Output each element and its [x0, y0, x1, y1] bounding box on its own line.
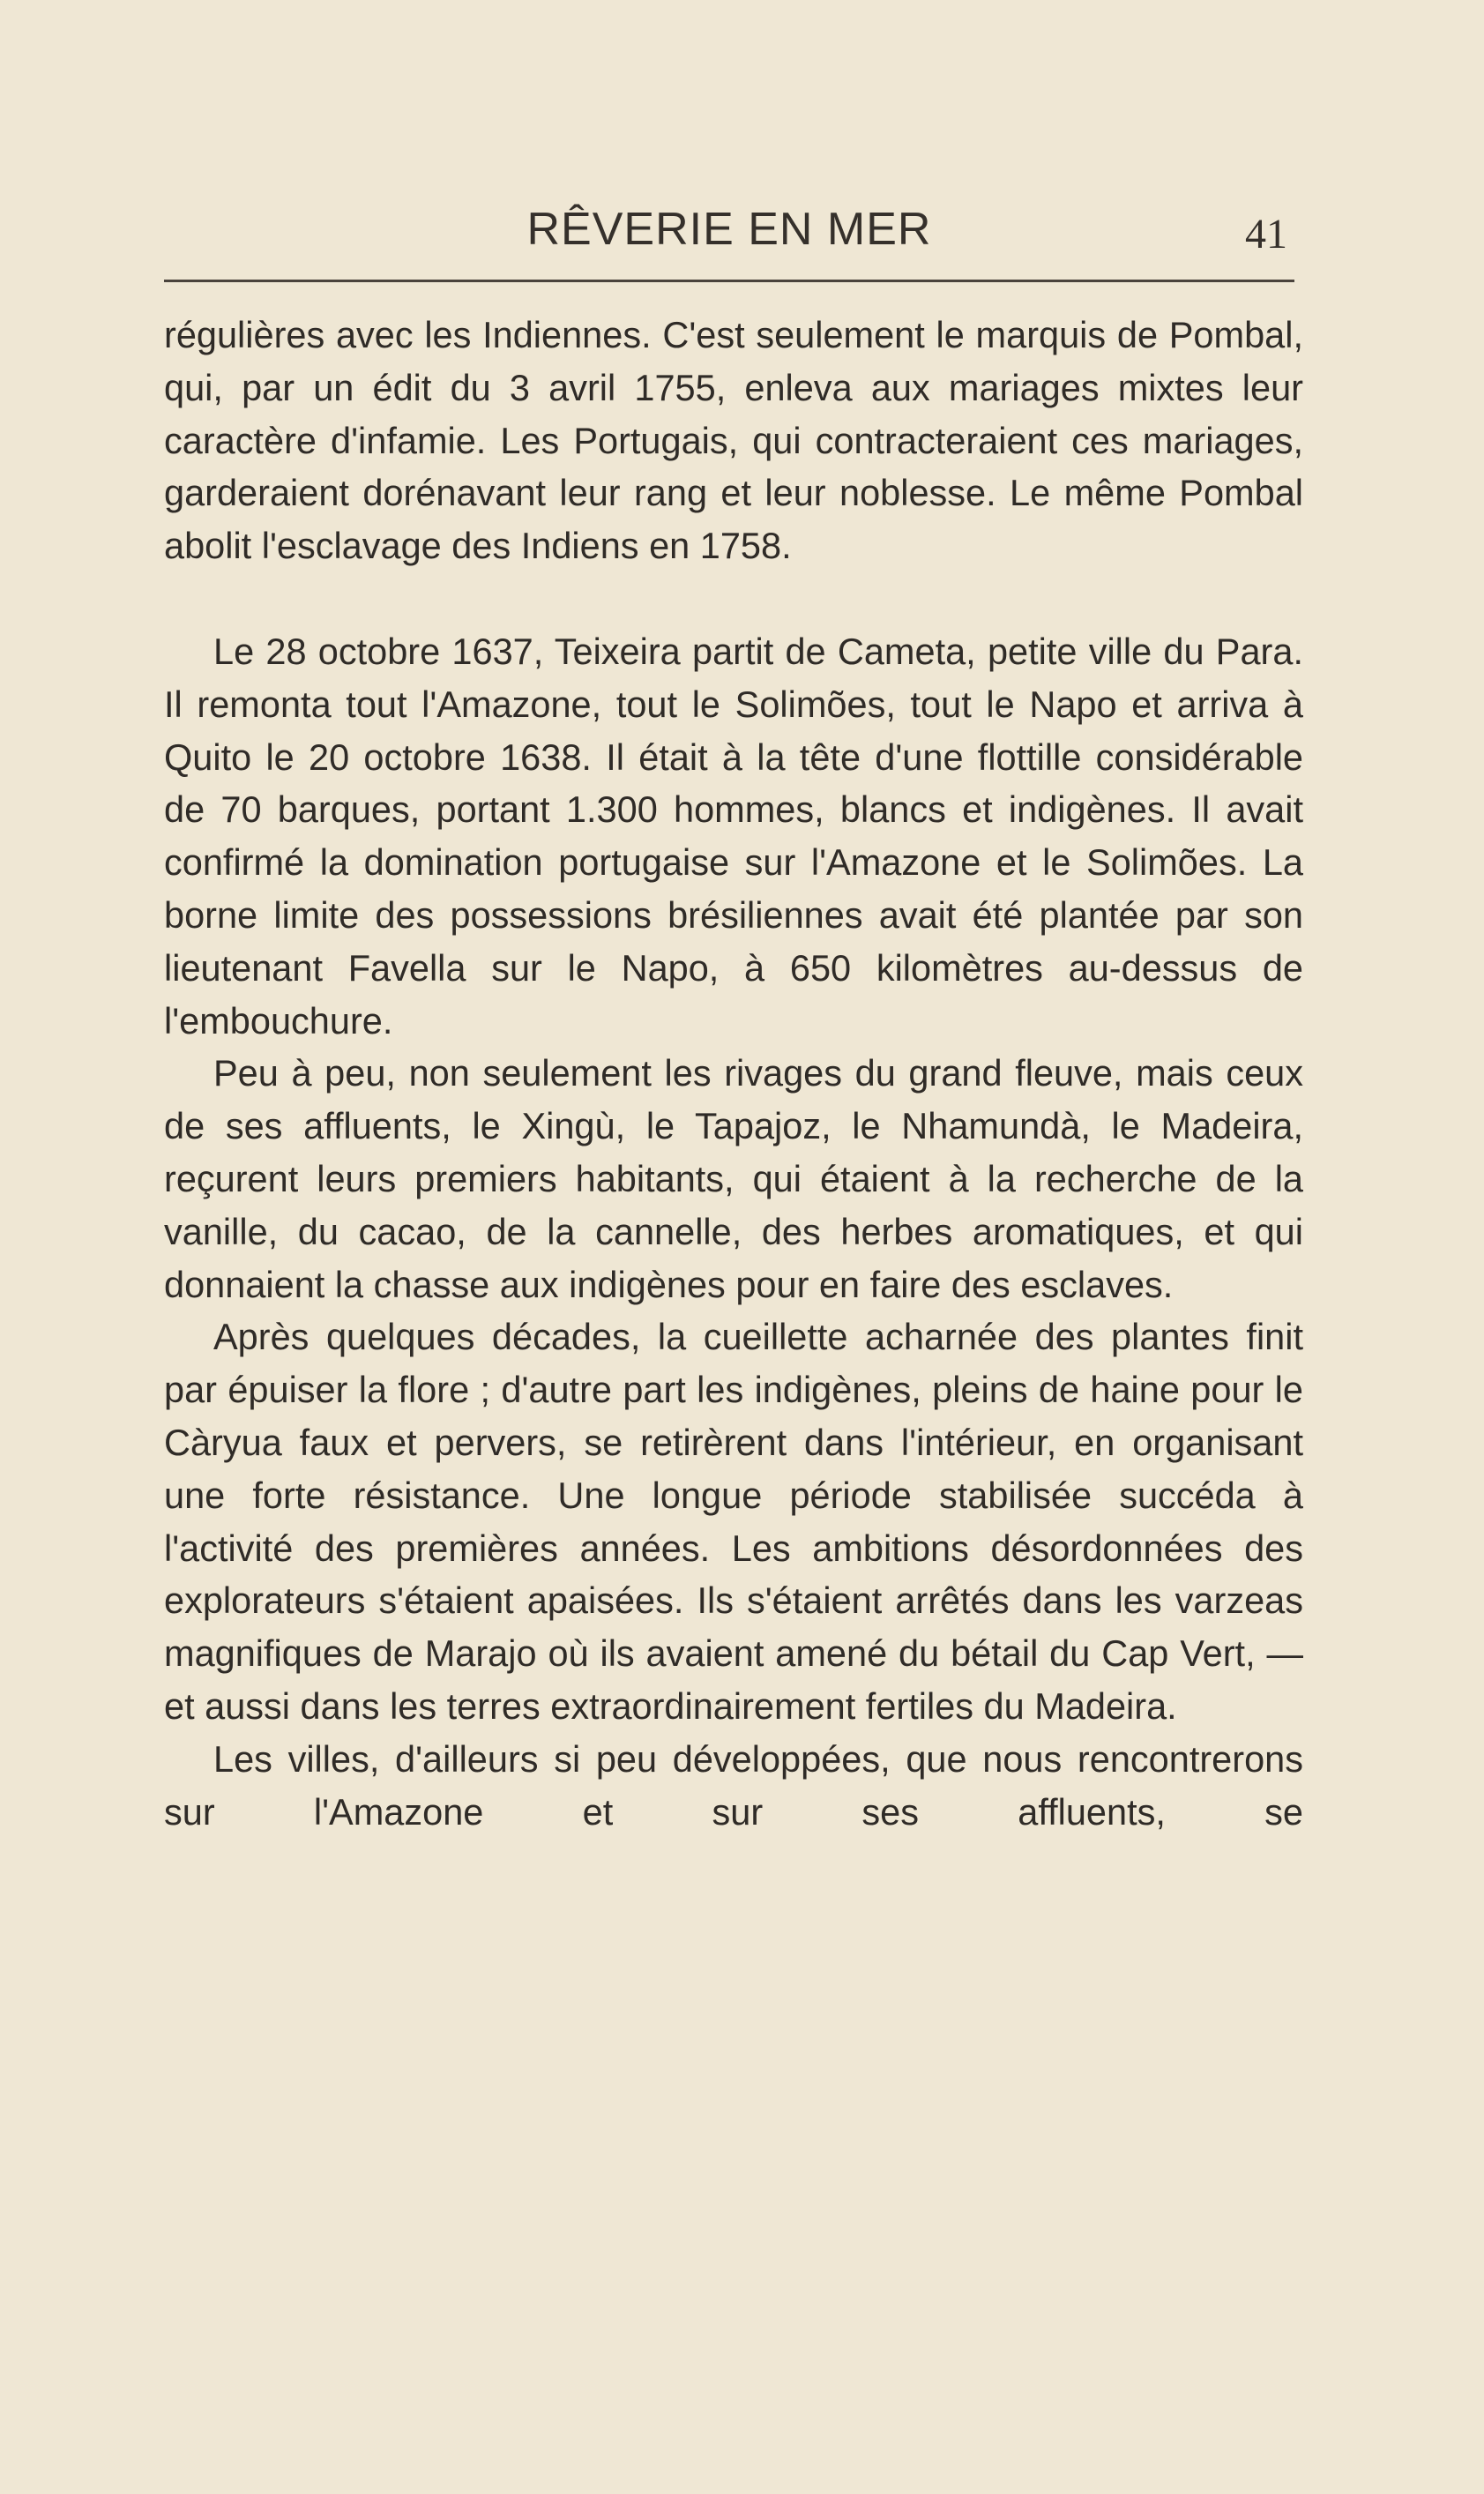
paragraph-gap [164, 572, 1303, 625]
running-title: RÊVERIE EN MER [526, 204, 932, 255]
paragraph-1: régulières avec les Indiennes. C'est seulement le marquis de Pombal, qui, par un édit du 3 avril 1755, enleva aux mariages mixtes leur caractère d'infamie. Les Portugais, qui contracteraient ces mariages, garderaient dorénavant leur rang et leur noblesse. Le même Pombal abolit l'esclavage des Indiens en 1758. [164, 314, 1303, 567]
paragraph-2: Le 28 octobre 1637, Teixeira partit de Cameta, petite ville du Para. Il remonta tout l'Amazone, tout le Solimões, tout le Napo et arriva à Quito le 20 octobre 1638. Il était à la tête d'une flottille considérable de 70 barques, portant 1.300 hommes, blancs et indigènes. Il avait confirmé la domination portugaise sur l'Amazone et le Solimões. La borne limite des possessions brésiliennes avait été plantée par son lieutenant Favella sur le Napo, à 650 kilomètres au-dessus de l'embouchure. [164, 630, 1303, 1042]
paragraph-5: Les villes, d'ailleurs si peu développées, que nous rencontrerons sur l'Amazone et sur ses affluents, se [164, 1737, 1303, 1833]
page-number: 41 [1245, 211, 1287, 258]
header-rule [164, 280, 1294, 282]
paragraph-4: Après quelques décades, la cueillette acharnée des plantes finit par épuiser la flore ; d'autre part les indigènes, pleins de haine pour le Càryua faux et pervers, se retirèrent dans l'intérieur, en organisant une forte résistance. Une longue période stabilisée succéda à l'activité des premières années. Les ambitions désordonnées des explorateurs s'étaient apaisées. Ils s'étaient arrêtés dans les varzeas magnifiques de Marajo où ils avaient amené du bétail du Cap Vert, — et aussi dans les terres extraordinairement fertiles du Madeira. [164, 1316, 1303, 1727]
paragraph-3: Peu à peu, non seulement les rivages du grand fleuve, mais ceux de ses affluents, le Xingù, le Tapajoz, le Nhamundà, le Madeira, reçurent leurs premiers habitants, qui étaient à la recherche de la vanille, du cacao, de la cannelle, des herbes aromatiques, et qui donnaient la chasse aux indigènes pour en faire des esclaves. [164, 1052, 1303, 1305]
body-text [164, 309, 1303, 1838]
page-header [164, 196, 1294, 266]
